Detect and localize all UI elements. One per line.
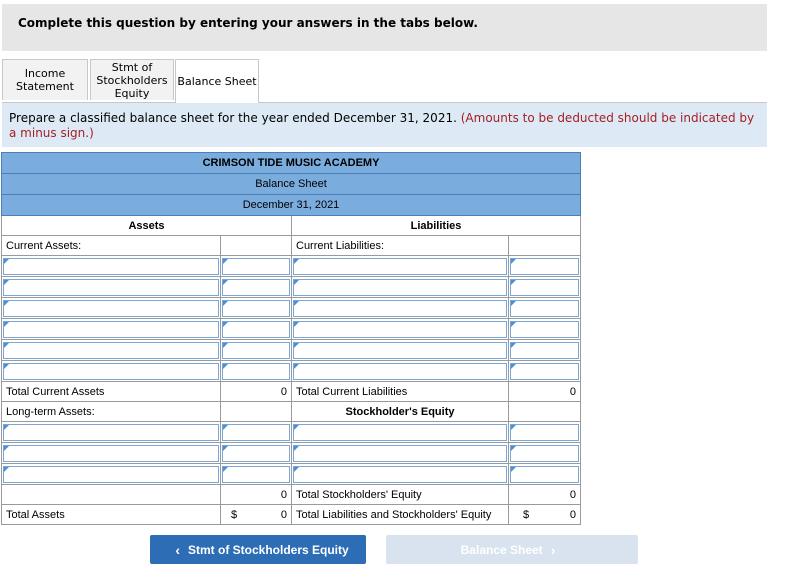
current-liability-name-input[interactable] — [293, 300, 507, 317]
next-button-label: Balance Sheet — [460, 542, 543, 557]
total-current-assets-value: 0 — [221, 382, 292, 402]
current-liability-amount-input[interactable] — [510, 342, 579, 359]
current-asset-name-input[interactable] — [3, 321, 219, 338]
current-asset-amount-input[interactable] — [222, 321, 290, 338]
stockholders-equity-header: Stockholder's Equity — [292, 402, 509, 422]
equity-name-input[interactable] — [293, 445, 507, 462]
total-stockholders-equity-left-value: 0 — [221, 485, 292, 505]
current-asset-amount-input[interactable] — [222, 258, 290, 275]
current-liability-name-input[interactable] — [293, 363, 507, 380]
prev-button[interactable] — [150, 535, 366, 564]
current-asset-amount-input[interactable] — [222, 300, 290, 317]
total-stockholders-equity-label: Total Stockholders' Equity — [292, 485, 509, 505]
current-asset-name-input[interactable] — [3, 300, 219, 317]
current-asset-name-input[interactable] — [3, 258, 219, 275]
statement-title: Balance Sheet — [255, 178, 327, 190]
tab-balance-sheet[interactable] — [175, 59, 259, 103]
tab-label: Balance Sheet — [177, 75, 257, 88]
prompt-box — [2, 103, 767, 147]
long-term-asset-name-input[interactable] — [3, 466, 219, 483]
total-liab-equity-value: 0 — [569, 508, 577, 521]
current-assets-label: Current Assets: — [2, 236, 221, 256]
equity-amount-input[interactable] — [510, 445, 579, 462]
long-term-asset-amount-input[interactable] — [222, 466, 290, 483]
balance-sheet — [1, 152, 580, 525]
instruction-text: Complete this question by entering your answers in the tabs below. — [18, 16, 478, 30]
total-liab-equity-currency: $ — [523, 508, 530, 521]
tab-bar — [2, 59, 767, 103]
total-current-liabilities-label: Total Current Liabilities — [292, 382, 509, 402]
current-liability-name-input[interactable] — [293, 342, 507, 359]
long-term-asset-amount-input[interactable] — [222, 424, 290, 441]
statement-date: December 31, 2021 — [242, 199, 340, 211]
liabilities-header: Liabilities — [292, 216, 581, 236]
total-liab-equity-label: Total Liabilities and Stockholders' Equity — [292, 505, 509, 525]
prompt-text: Prepare a classified balance sheet for the year ended December 31, 2021. — [9, 111, 457, 125]
current-liability-name-input[interactable] — [293, 279, 507, 296]
current-asset-amount-input[interactable] — [222, 279, 290, 296]
total-assets-currency: $ — [231, 508, 238, 521]
tab-label: Stmt of Stockholders Equity — [96, 60, 168, 100]
equity-amount-input[interactable] — [510, 424, 579, 441]
current-liabilities-label: Current Liabilities: — [292, 236, 509, 256]
current-liability-amount-input[interactable] — [510, 258, 579, 275]
total-assets-label: Total Assets — [2, 505, 221, 525]
total-assets-cell — [221, 505, 292, 525]
prev-button-label: Stmt of Stockholders Equity — [187, 542, 349, 557]
chevron-left-icon: ‹ — [175, 541, 180, 558]
company-name: CRIMSON TIDE MUSIC ACADEMY — [2, 153, 581, 174]
tab-label: Income Statement — [16, 67, 74, 93]
current-liability-amount-input[interactable] — [510, 300, 579, 317]
current-asset-amount-input[interactable] — [222, 342, 290, 359]
instruction-banner — [2, 4, 767, 51]
current-liability-name-input[interactable] — [293, 321, 507, 338]
current-liability-amount-input[interactable] — [510, 321, 579, 338]
total-current-liabilities-value: 0 — [509, 382, 581, 402]
long-term-asset-amount-input[interactable] — [222, 445, 290, 462]
current-asset-name-input[interactable] — [3, 363, 219, 380]
current-liability-name-input[interactable] — [293, 258, 507, 275]
prompt-note: (Amounts to be deducted should be indicated by a minus sign.) — [9, 111, 755, 140]
total-stockholders-equity-value: 0 — [509, 485, 581, 505]
long-term-assets-label: Long-term Assets: — [2, 402, 221, 422]
long-term-asset-name-input[interactable] — [3, 424, 219, 441]
current-liability-amount-input[interactable] — [510, 279, 579, 296]
long-term-asset-name-input[interactable] — [3, 445, 219, 462]
current-asset-amount-input[interactable] — [222, 363, 290, 380]
total-assets-value: 0 — [280, 508, 287, 521]
equity-name-input[interactable] — [293, 424, 507, 441]
prompt-paragraph — [9, 111, 757, 141]
next-button[interactable] — [386, 535, 638, 564]
assets-header: Assets — [2, 216, 292, 236]
total-liab-equity-cell — [509, 505, 581, 525]
equity-name-input[interactable] — [293, 466, 507, 483]
tab-stmt-stockholders-equity[interactable] — [90, 59, 174, 100]
tab-income-statement[interactable] — [2, 59, 88, 100]
equity-amount-input[interactable] — [510, 466, 579, 483]
current-asset-name-input[interactable] — [3, 279, 219, 296]
chevron-right-icon: › — [550, 541, 556, 558]
current-liability-amount-input[interactable] — [510, 363, 579, 380]
current-asset-name-input[interactable] — [3, 342, 219, 359]
total-current-assets-label: Total Current Assets — [2, 382, 221, 402]
